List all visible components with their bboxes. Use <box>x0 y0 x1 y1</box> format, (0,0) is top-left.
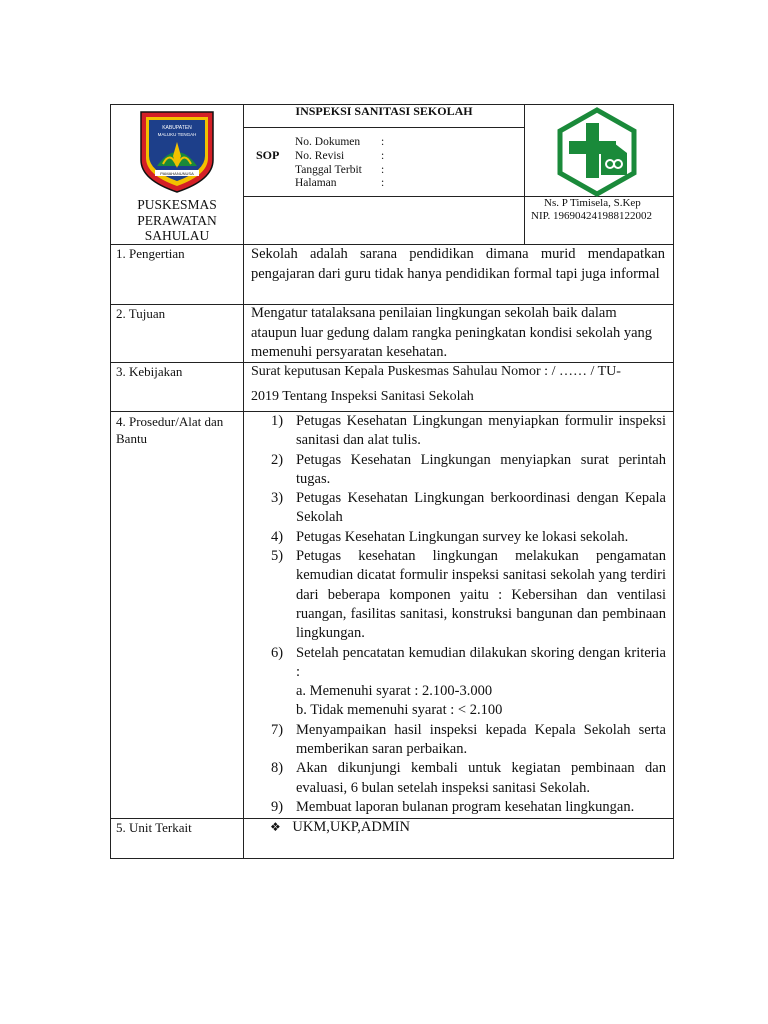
procedure-step <box>256 547 666 643</box>
puskesmas-logo <box>556 107 638 197</box>
step-number: 9) <box>271 798 284 815</box>
section-label-prosedur <box>116 413 241 447</box>
svg-text:PAMAHANUNUSA: PAMAHANUNUSA <box>160 171 194 176</box>
section-text-tujuan: Mengatur tatalaksana penilaian lingkungan sekolah baik dalam ataupun luar gedung dalam rangka peningkatan kondisi sekolah yang memenuhi persyaratan kesehatan. <box>251 305 653 360</box>
step-text: Petugas Kesehatan Lingkungan berkoordinasi dengan Kepala Sekolah <box>296 490 666 526</box>
step-number: 2) <box>271 451 284 468</box>
criteria-item: a. Memenuhi syarat : 2.100-3.000 <box>296 683 493 700</box>
step-text: Setelah pencatatan kemudian dilakukan skoring dengan kriteria : <box>296 644 666 680</box>
meta-label: No. Dokumen <box>295 136 361 148</box>
procedure-step <box>256 528 666 547</box>
step-text: Petugas Kesehatan Lingkungan survey ke lokasi sekolah. <box>296 528 629 545</box>
unit-terkait-item <box>270 818 410 837</box>
meta-label: No. Revisi <box>295 150 345 162</box>
step-text: Petugas kesehatan lingkungan melakukan pengamatan kemudian dicatat formulir inspeksi sanitasi sekolah yang terdiri dari beberapa komponen yaitu : Kebersihan dan ventilasi ruangan, fasilitas sanitasi, konstruksi bangunan dan pembinaan lingkungan. <box>296 548 666 642</box>
org-name-line: SAHULAU <box>144 228 210 243</box>
procedure-step <box>256 451 666 490</box>
meta-colon: : <box>381 150 385 162</box>
label-line: Bantu <box>116 431 148 446</box>
step-number: 8) <box>271 760 284 777</box>
step-text: Akan dikunjungi kembali untuk kegiatan pembinaan dan evaluasi, 6 bulan setelah inspeksi sanitasi Sekolah. <box>296 760 666 796</box>
label-line: 4. Prosedur/Alat dan <box>116 414 224 429</box>
meta-revision <box>295 149 385 163</box>
meta-label: Tanggal Terbit <box>295 164 362 176</box>
procedure-list <box>256 412 666 817</box>
step-text: Petugas Kesehatan Lingkungan menyiapkan surat perintah tugas. <box>296 451 666 487</box>
procedure-step <box>256 759 666 798</box>
section-text-kebijakan-line2: 2019 Tentang Inspeksi Sanitasi Sekolah <box>251 389 474 404</box>
meta-document-number <box>295 135 385 149</box>
section-text-pengertian: Sekolah adalah sarana pendidikan dimana murid mendapatkan pengajaran dari guru tidak hanya pendidikan formal tapi juga informal <box>251 246 665 282</box>
criteria-item: b. Tidak memenuhi syarat : < 2.100 <box>296 702 503 719</box>
section-label-pengertian: 1. Pengertian <box>116 246 185 261</box>
svg-text:MALUKU TENGAH: MALUKU TENGAH <box>157 132 197 137</box>
regency-crest-logo <box>137 108 217 194</box>
procedure-step <box>256 489 666 528</box>
step-number: 4) <box>271 528 284 545</box>
diamond-bullet-icon: ❖ <box>270 820 281 834</box>
procedure-step <box>256 412 666 451</box>
procedure-step <box>256 721 666 760</box>
sop-label: SOP <box>256 148 280 162</box>
step-text: Petugas Kesehatan Lingkungan menyiapkan formulir inspeksi sanitasi dan alat tulis. <box>296 413 666 449</box>
section-label-kebijakan: 3. Kebijakan <box>116 364 183 379</box>
section-text-kebijakan-line1: Surat keputusan Kepala Puskesmas Sahulau Nomor : / …… / TU- <box>251 364 621 379</box>
section-label-tujuan: 2. Tujuan <box>116 306 166 321</box>
step-text: Membuat laporan bulanan program kesehatan lingkungan. <box>296 798 635 815</box>
unit-terkait-text: UKM,UKP,ADMIN <box>292 819 411 835</box>
org-name-line: PUSKESMAS <box>137 197 217 212</box>
step-number: 7) <box>271 721 284 738</box>
step-number: 3) <box>271 490 284 507</box>
document-title: INSPEKSI SANITASI SEKOLAH <box>295 104 473 118</box>
meta-colon: : <box>381 136 385 148</box>
signatory-nip: NIP. 196904241988122002 <box>531 210 653 222</box>
meta-label: Halaman <box>295 177 337 189</box>
step-number: 1) <box>271 413 284 429</box>
step-text: Menyampaikan hasil inspeksi kepada Kepala Sekolah serta memberikan saran perbaikan. <box>296 721 666 758</box>
step-number: 6) <box>271 644 284 661</box>
procedure-step <box>256 798 666 817</box>
header-divider-right <box>524 104 525 244</box>
meta-colon: : <box>381 177 385 189</box>
organization-name <box>111 197 243 244</box>
title-divider <box>243 127 524 128</box>
procedure-step <box>256 644 666 721</box>
step-number: 5) <box>271 548 284 565</box>
signatory-name: Ns. P Timisela, S.Kep <box>544 197 641 209</box>
meta-issue-date <box>295 163 385 177</box>
section-label-unit-terkait: 5. Unit Terkait <box>116 820 192 835</box>
svg-text:KABUPATEN: KABUPATEN <box>162 125 192 131</box>
org-name-line: PERAWATAN <box>137 212 217 228</box>
meta-page <box>295 176 385 190</box>
column-divider <box>243 104 244 858</box>
meta-colon: : <box>381 164 385 176</box>
